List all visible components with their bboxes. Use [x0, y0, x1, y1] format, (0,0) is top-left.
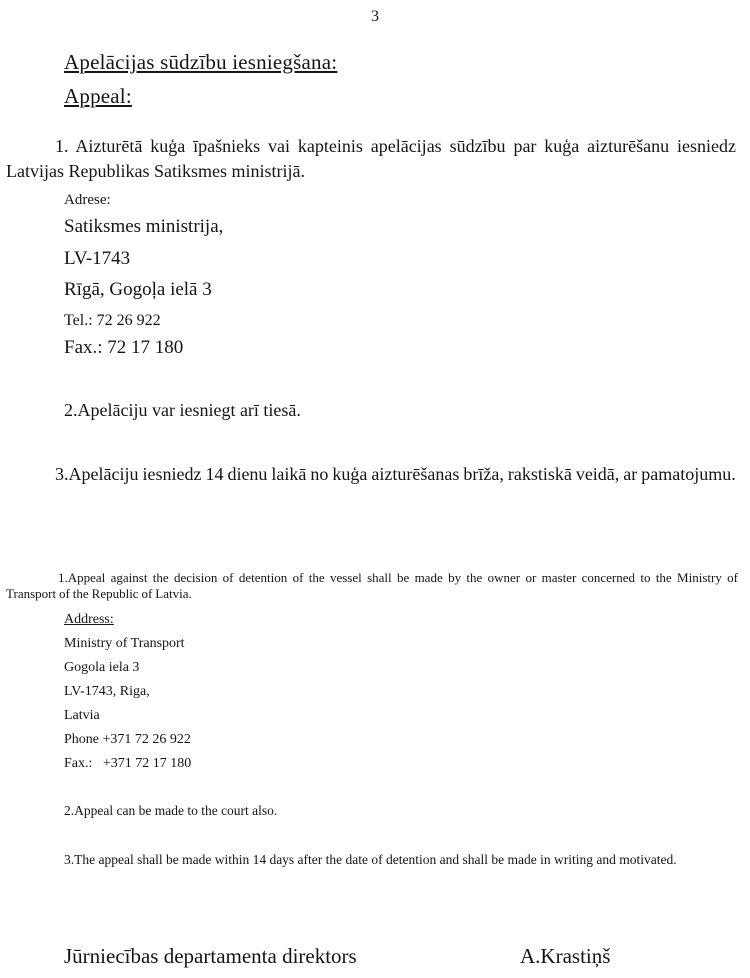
section-heading-latvian: Apelācijas sūdzību iesniegšana:: [64, 50, 338, 74]
english-address-label: Address:: [64, 612, 114, 627]
latvian-fax-line: Fax.: 72 17 180: [64, 337, 184, 358]
latvian-address-line: Rīgā, Gogoļa ielā 3: [64, 279, 212, 300]
latvian-address-line: Satiksmes ministrija,: [64, 216, 224, 237]
english-paragraph-1: 1.Appeal against the decision of detention of the vessel shall be made by the owner or master concerned to the Ministry of Transport of the Republic of Latvia.: [6, 570, 738, 601]
latvian-address-label: Adrese:: [64, 192, 111, 208]
latvian-telephone-line: Tel.: 72 26 922: [64, 312, 161, 329]
english-phone-line: Phone +371 72 26 922: [64, 732, 191, 747]
english-address-line: Gogola iela 3: [64, 660, 140, 675]
latvian-address-line: LV-1743: [64, 248, 131, 269]
english-paragraph-2: 2.Appeal can be made to the court also.: [64, 803, 278, 818]
page-number: 3: [371, 8, 379, 25]
english-paragraph-3: 3.The appeal shall be made within 14 days after the date of detention and shall be made in writing and motivated.: [64, 852, 677, 867]
signature-title: Jūrniecības departamenta direktors: [64, 944, 357, 968]
english-fax-line: Fax.: +371 72 17 180: [64, 756, 192, 771]
english-address-line: Latvia: [64, 708, 100, 723]
english-address-line: Ministry of Transport: [64, 636, 185, 651]
english-address-line: LV-1743, Riga,: [64, 684, 150, 699]
latvian-paragraph-3: 3.Apelāciju iesniedz 14 dienu laikā no kuģa aizturēšanas brīža, rakstiskā veidā, ar pamatojumu.: [55, 464, 736, 484]
section-heading-english: Appeal:: [64, 84, 132, 108]
latvian-paragraph-1: 1. Aizturētā kuģa īpašnieks vai kapteinis apelācijas sūdzību par kuģa aizturēšanu iesniedz Latvijas Republikas Satiksmes ministrijā.: [6, 136, 736, 181]
latvian-paragraph-2: 2.Apelāciju var iesniegt arī tiesā.: [64, 400, 301, 420]
signature-name: A.Krastiņš: [520, 944, 611, 968]
